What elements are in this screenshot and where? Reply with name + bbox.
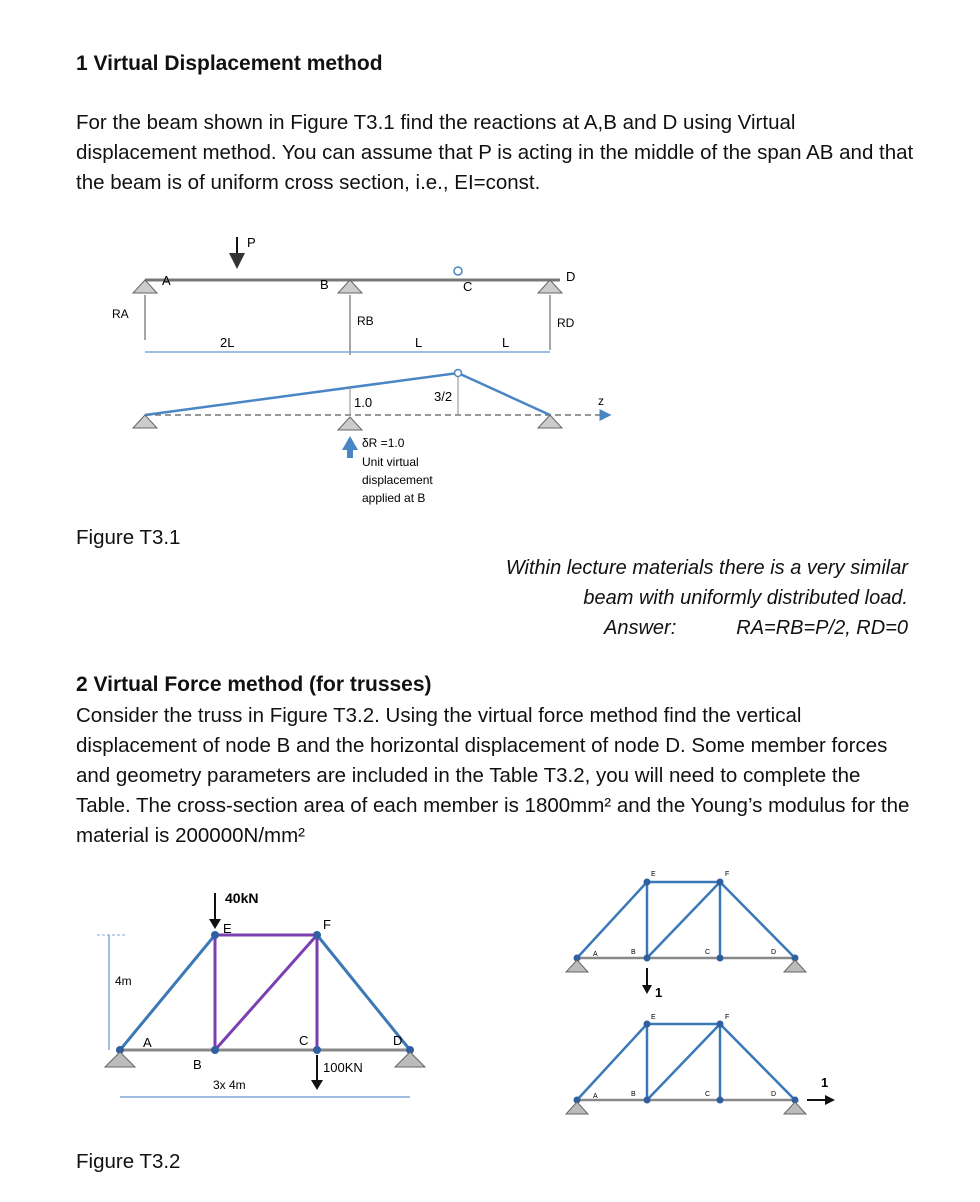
mini2-member-ae xyxy=(577,1024,647,1100)
reaction-b-label: RB xyxy=(357,314,374,328)
mini2-label-f: F xyxy=(725,1014,730,1021)
displaced-support-a xyxy=(133,415,157,428)
node-e xyxy=(211,931,219,939)
section2-paragraph: Consider the truss in Figure T3.2. Using the virtual force method find the vertical displacement of node B and the horizontal displacement of node D. Some member forces and geometry parameters are included in the Table T3.2, you will need to complete the Table. The cross-section area of each member is 1800mm² and the Young’s modulus for the material is 200000N/mm² xyxy=(76,704,910,847)
mini2-member-fd xyxy=(720,1024,795,1100)
mini1-support-d xyxy=(784,960,806,972)
virtual-text-2: displacement xyxy=(362,473,433,487)
mini2-label-a: A xyxy=(593,1093,598,1100)
displaced-support-b xyxy=(338,417,362,430)
virtual-text-3: applied at B xyxy=(362,491,426,505)
mini1-label-d: D xyxy=(771,949,777,956)
node-c xyxy=(313,1046,321,1054)
span-ab-label: 2L xyxy=(220,335,235,350)
answer-line xyxy=(388,613,908,643)
mini1-label-f: F xyxy=(725,871,730,878)
node-c-label: C xyxy=(463,279,473,294)
mini1-node-f xyxy=(717,879,724,886)
load-label: P xyxy=(247,235,256,250)
mini2-node-f xyxy=(717,1021,724,1028)
value-c-label: 3/2 xyxy=(434,389,453,404)
hinge-c xyxy=(454,267,462,275)
virtual-text-1: Unit virtual xyxy=(362,455,419,469)
node-f xyxy=(313,931,321,939)
figure-t3-2-caption: Figure T3.2 xyxy=(76,1150,181,1173)
answer-note xyxy=(388,553,908,643)
delta-label: δR =1.0 xyxy=(362,436,405,450)
figure-t3-1-caption: Figure T3.1 xyxy=(76,526,181,549)
mini1-label-a: A xyxy=(593,951,598,958)
mini1-label-c: C xyxy=(705,949,711,956)
height-label: 4m xyxy=(115,974,132,988)
node-a-label: A xyxy=(162,273,171,288)
support-a xyxy=(133,280,157,293)
load-e-arrowhead xyxy=(209,919,221,929)
axis-z-label: z xyxy=(598,394,604,408)
mini1-label-b: B xyxy=(631,949,636,956)
displaced-hinge xyxy=(455,370,462,377)
mini2-node-c xyxy=(717,1097,724,1104)
mini2-unit-label: 1 xyxy=(821,1075,829,1090)
mini1-support-a xyxy=(566,960,588,972)
section2-heading: 2 Virtual Force method (for trusses) xyxy=(76,673,432,696)
mini1-node-b xyxy=(644,955,651,962)
section1-heading: 1 Virtual Displacement method xyxy=(76,52,383,75)
support-d xyxy=(538,280,562,293)
reaction-d-label: RD xyxy=(557,316,575,330)
node-e-label: E xyxy=(223,921,232,936)
node-c-label: C xyxy=(299,1033,309,1048)
unit-displacement-arrow xyxy=(342,436,358,458)
support-a xyxy=(105,1052,135,1067)
member-ae xyxy=(120,935,215,1050)
mini1-member-fd xyxy=(720,882,795,958)
mini1-node-c xyxy=(717,955,724,962)
load-c-label: 100KN xyxy=(323,1060,363,1075)
span-bc-label: L xyxy=(415,335,423,350)
figure-t3-1 xyxy=(100,225,640,525)
mini2-support-a xyxy=(566,1102,588,1114)
mini1-unit-label: 1 xyxy=(655,985,663,998)
node-f-label: F xyxy=(323,917,331,932)
section1-paragraph: For the beam shown in Figure T3.1 find the reactions at A,B and D using Virtual displacement method. You can assume that P is acting in the middle of the span AB and that the beam is of uniform cross section, i.e., EI=const. xyxy=(76,111,914,194)
node-d-label: D xyxy=(566,269,576,284)
mini1-label-e: E xyxy=(651,871,656,878)
span-cd-label: L xyxy=(502,335,510,350)
value-b-label: 1.0 xyxy=(354,395,373,410)
mini2-unit-arrowhead xyxy=(825,1095,835,1105)
figure-t3-2 xyxy=(95,875,465,1110)
mini1-node-e xyxy=(644,879,651,886)
mini2-label-c: C xyxy=(705,1091,711,1098)
mini2-label-e: E xyxy=(651,1014,656,1021)
mini2-support-d xyxy=(784,1102,806,1114)
load-e-label: 40kN xyxy=(225,890,259,906)
note-line-1: Within lecture materials there is a very similar xyxy=(505,557,908,579)
mini1-member-bf xyxy=(647,882,720,958)
node-b xyxy=(211,1046,219,1054)
span-label: 3x 4m xyxy=(213,1078,246,1092)
mini2-member-bf xyxy=(647,1024,720,1100)
answer-value: RA=RB=P/2, RD=0 xyxy=(736,617,908,639)
displaced-support-d xyxy=(538,415,562,428)
node-b-label: B xyxy=(193,1057,202,1072)
answer-label: Answer: xyxy=(604,617,677,639)
mini1-member-ae xyxy=(577,882,647,958)
mini2-label-d: D xyxy=(771,1091,777,1098)
support-d xyxy=(395,1052,425,1067)
mini2-node-e xyxy=(644,1021,651,1028)
node-a-label: A xyxy=(143,1035,152,1050)
support-b xyxy=(338,280,362,293)
load-c-arrowhead xyxy=(311,1080,323,1090)
mini1-unit-arrowhead xyxy=(642,985,652,994)
node-d-label: D xyxy=(393,1033,403,1048)
mini2-label-b: B xyxy=(631,1091,636,1098)
displaced-shape xyxy=(145,373,550,415)
reaction-a-label: RA xyxy=(112,307,129,321)
node-b-label: B xyxy=(320,277,329,292)
mini2-node-b xyxy=(644,1097,651,1104)
unit-load-b-diagram xyxy=(565,868,835,998)
unit-load-d-diagram xyxy=(565,1012,845,1122)
note-line-2: beam with uniformly distributed load. xyxy=(583,587,908,609)
